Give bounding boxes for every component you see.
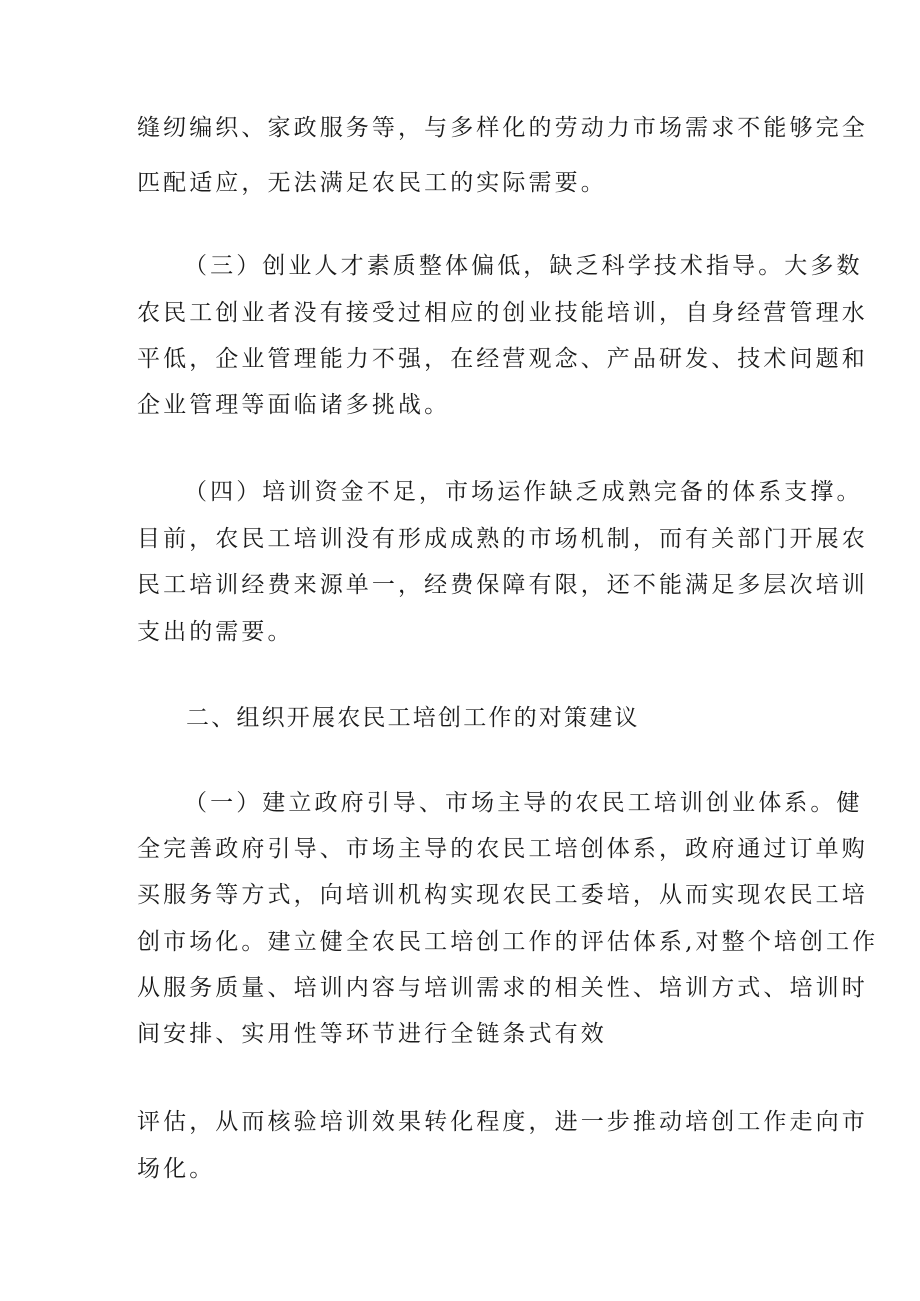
section-heading: 二、组织开展农民工培创工作的对策建议 — [186, 705, 640, 731]
text-line: （三）创业人才素质整体偏低，缺乏科学技术指导。大多数 — [184, 253, 863, 279]
text-line: （一）建立政府引导、市场主导的农民工培训创业体系。健 — [184, 790, 863, 816]
text-line: 买服务等方式，向培训机构实现农民工委培，从而实现农民工培 — [137, 882, 868, 908]
text-line: 评估，从而核验培训效果转化程度，进一步推动培创工作走向市 — [137, 1109, 868, 1135]
text-line: 支出的需要。 — [137, 619, 294, 645]
text-line: 从服务质量、培训内容与培训需求的相关性、培训方式、培训时 — [137, 975, 868, 1001]
text-line: 全完善政府引导、市场主导的农民工培创体系，政府通过订单购 — [137, 836, 868, 862]
text-line: 农民工创业者没有接受过相应的创业技能培训，自身经营管理水 — [137, 300, 868, 326]
text-line: 间安排、实用性等环节进行全链条式有效 — [137, 1021, 607, 1047]
text-line: 平低，企业管理能力不强，在经营观念、产品研发、技术问题和 — [137, 346, 868, 372]
text-line: 民工培训经费来源单一，经费保障有限，还不能满足多层次培训 — [137, 572, 868, 598]
text-line: 缝纫编织、家政服务等，与多样化的劳动力市场需求不能够完全 — [137, 115, 868, 141]
text-line: 场化。 — [137, 1156, 216, 1182]
text-line: 目前，农民工培训没有形成成熟的市场机制，而有关部门开展农 — [137, 526, 868, 552]
text-line: 匹配适应，无法满足农民工的实际需要。 — [137, 170, 607, 196]
text-line: （四）培训资金不足，市场运作缺乏成熟完备的体系支撑。 — [184, 479, 863, 505]
text-line: 创市场化。建立健全农民工培创工作的评估体系,对整个培创工作 — [137, 929, 879, 955]
text-line: 企业管理等面临诸多挑战。 — [137, 392, 451, 418]
